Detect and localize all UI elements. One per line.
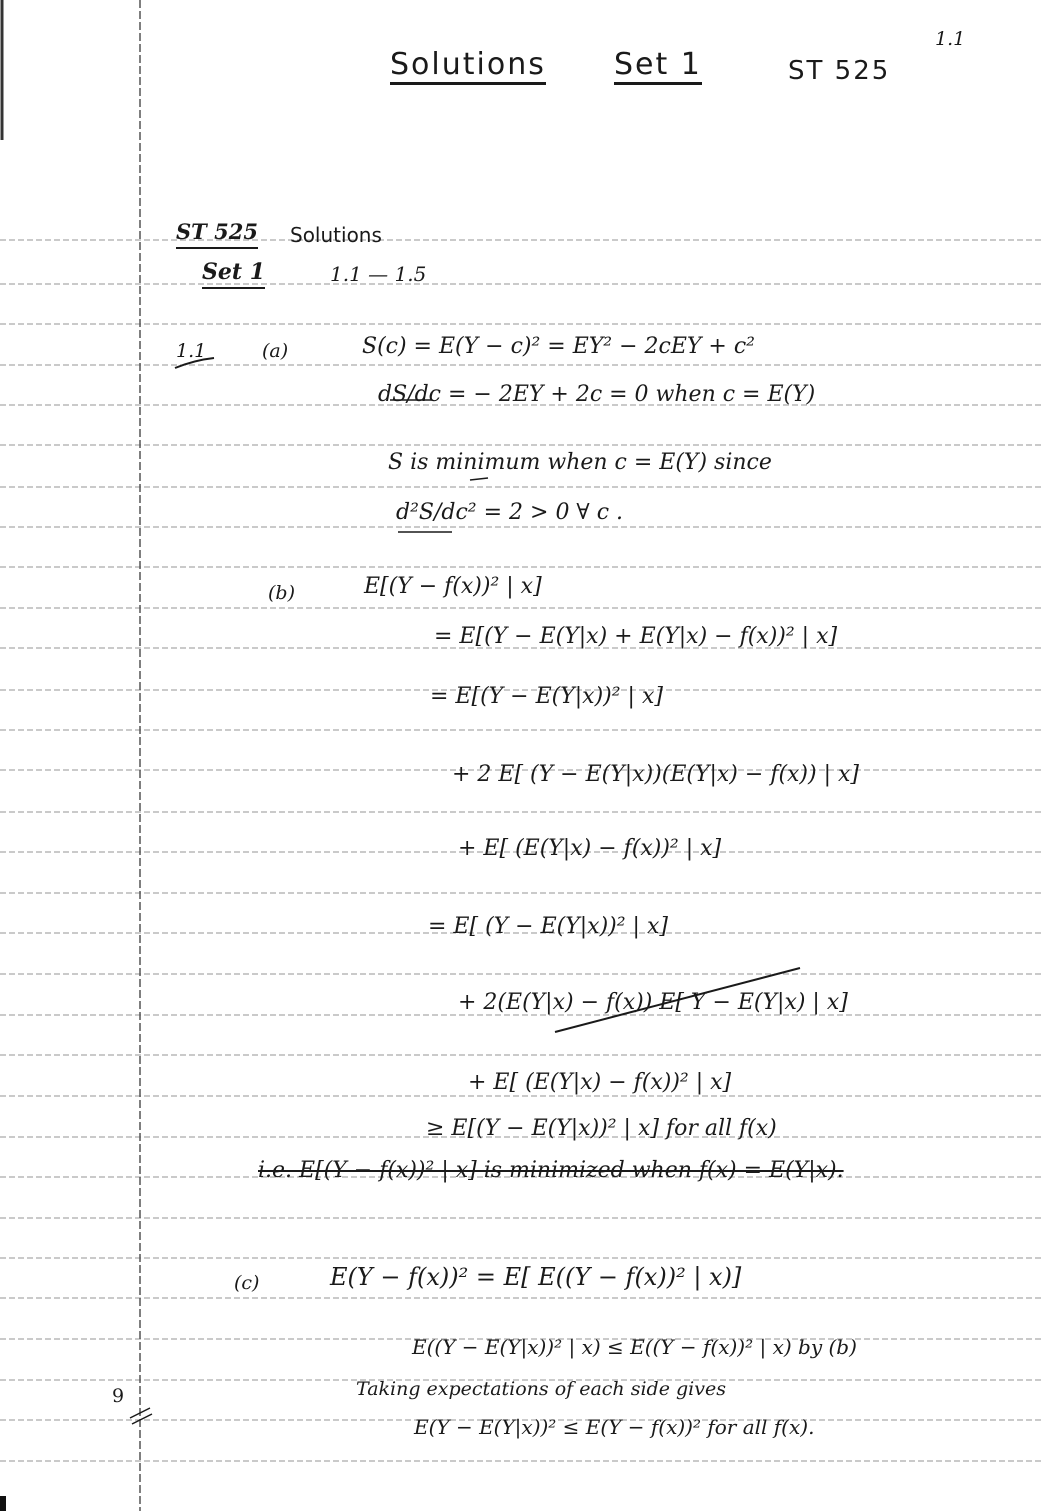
page-title: Solutions bbox=[390, 52, 546, 85]
part-a-eq2: dS/dc = − 2EY + 2c = 0 when c = E(Y) bbox=[378, 382, 816, 407]
part-c-line-3: Taking expectations of each side gives bbox=[356, 1378, 726, 1400]
problem-number: 1.1 bbox=[176, 340, 207, 362]
part-b-line-5: + E[ (E(Y|x) − f(x))² | x] bbox=[458, 836, 722, 861]
part-a-eq1: S(c) = E(Y − c)² = EY² − 2cEY + c² bbox=[362, 334, 755, 359]
part-a-label: (a) bbox=[262, 340, 289, 362]
subheading-text: Solutions bbox=[290, 223, 382, 247]
part-b-line-4: + 2 E[ (Y − E(Y|x))(E(Y|x) − f(x)) | x] bbox=[452, 762, 859, 787]
part-b-line-8: + E[ (E(Y|x) − f(x))² | x] bbox=[468, 1070, 732, 1095]
part-c-label: (c) bbox=[234, 1272, 260, 1294]
part-b-line-6: = E[ (Y − E(Y|x))² | x] bbox=[428, 914, 668, 939]
subheading-range: 1.1 — 1.5 bbox=[330, 262, 427, 286]
part-c-line-4: E(Y − E(Y|x))² ≤ E(Y − f(x))² for all f(x). bbox=[414, 1415, 815, 1439]
part-b-line-7: + 2(E(Y|x) − f(x)) E[ Y − E(Y|x) | x] bbox=[458, 990, 848, 1015]
part-b-label: (b) bbox=[268, 582, 295, 604]
margin-note: 9 bbox=[112, 1385, 125, 1407]
part-a-eq3: S is minimum when c = E(Y) since bbox=[388, 450, 772, 475]
set-title: Set 1 bbox=[614, 52, 702, 85]
page-number: 1.1 bbox=[935, 28, 966, 50]
part-b-line-9: ≥ E[(Y − E(Y|x))² | x] for all f(x) bbox=[426, 1116, 777, 1141]
subheading-set: Set 1 bbox=[202, 259, 265, 289]
part-b-line-1: E[(Y − f(x))² | x] bbox=[364, 574, 542, 599]
part-b-line-3: = E[(Y − E(Y|x))² | x] bbox=[430, 684, 663, 709]
part-c-line-2: E((Y − E(Y|x))² | x) ≤ E((Y − f(x))² | x) by (b) bbox=[412, 1335, 857, 1359]
part-c-line-1: E(Y − f(x))² = E[ E((Y − f(x))² | x)] bbox=[330, 1263, 742, 1291]
part-a-eq4: d²S/dc² = 2 > 0 ∀ c . bbox=[396, 500, 624, 525]
part-b-line-2: = E[(Y − E(Y|x) + E(Y|x) − f(x))² | x] bbox=[434, 624, 838, 649]
subheading-course: ST 525 bbox=[176, 219, 258, 249]
part-b-conclusion: i.e. E[(Y − f(x))² | x] is minimized when f(x) = E(Y|x). bbox=[258, 1158, 844, 1183]
course-code: ST 525 bbox=[788, 56, 891, 86]
